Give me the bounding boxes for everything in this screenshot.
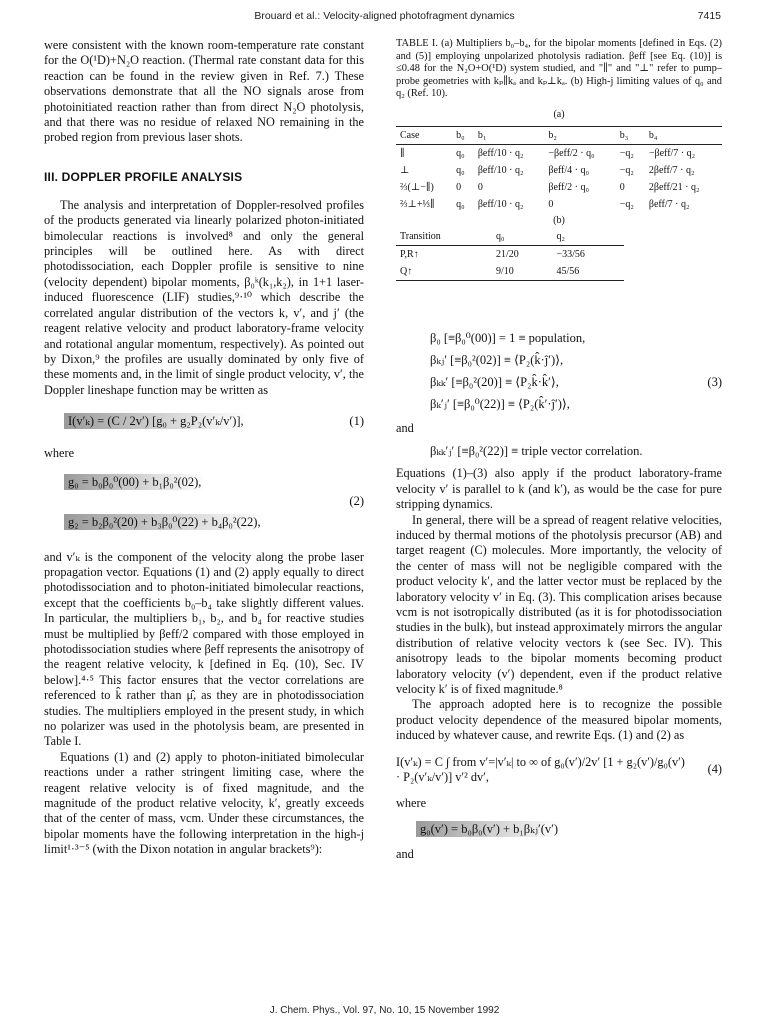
table-cell: 2βeff/21 · q₂ [648,181,700,193]
paragraph-3: and v′ₖ is the component of the velocity along the probe laser propagation vector. Equations (1) and (2) apply equally to direct photodissociation and to photon-initiated bimolecular reactions, except that the coefficients b₀–b₄ take slightly different values. In particular, the multipliers b₁, b₂, and b₄ for reactive studies must be multiplied by βeff/2 compared with those employed in photodissociation studies where βeff represents the anisotropy of the reagent relative velocity, k [defined in Eq. (10), Sec. IV below].⁴·⁵ This factor ensures that the vector correlations are referenced to k̂ rather than μ̂, as they are in photodissociation studies. The multipliers employed in the present study, in which no polarizer was used in the photolysis beam, are presented in Table I. [44,549,364,749]
equation-1 [44,404,364,438]
table-cell: P,R↑ [400,248,419,260]
table-cell: 21/20 [495,248,519,260]
equation-4 [396,744,722,796]
table-cell: 0 [619,181,625,193]
table-cell: −βeff/2 · q₀ [548,147,595,159]
table-cell: βeff/4 · q₀ [548,164,589,176]
section-heading: III. DOPPLER PROFILE ANALYSIS [44,169,243,184]
table-cell: −βeff/7 · q₂ [648,147,696,159]
table-cell: −33/56 [556,248,585,260]
equation-5a-text: g₀(v′) = b₀β₀(v′) + b₁βₖⱼ′(v′) [416,821,562,837]
equation-1-number: (1) [349,413,364,428]
paragraph-1: were consistent with the known room-temperature rate constant for the O(¹D)+N₂O reaction. (Thermal rate constant data for this reaction can be found in the review given in Ref. 7.) These observations demonstrate that all the NO signals arose from photoinitiated reaction rather than from direct N₂O photolysis, and that there was no residue of relaxed NO remaining in the probed region from previous laser shots. [44,38,364,145]
equation-3-line: βₖ′ⱼ′ [≡β₀⁰(22)] ≡ ⟨P₂(k̂′·ĵ′)⟩, [430,396,570,411]
table-cell: 45/56 [553,263,625,281]
equation-3-line: βₖⱼ′ [≡β₀²(02)] ≡ ⟨P₂(k̂·ĵ′)⟩, [430,352,564,367]
table-header-row [396,126,722,144]
table-header-cell: Case [396,126,452,144]
table-cell: 2βeff/7 · q₂ [648,164,695,176]
equation-3-line: βₖₖ′ [≡β₀²(20)] ≡ ⟨P₂k̂·k̂′⟩, [430,374,559,389]
table-row [396,162,722,179]
table-header-cell: b₃ [616,126,645,144]
equation-5a [396,821,722,837]
table-cell: q₀ [456,147,465,159]
table-cell: 0 [548,198,554,210]
table-row [396,263,624,281]
table-cell: −q₂ [619,147,634,159]
table-cell: βeff/2 · q₀ [548,181,589,193]
running-head: Brouard et al.: Velocity-aligned photofragment dynamics [254,10,515,22]
table-1b [396,228,624,281]
table-caption: TABLE I. (a) Multipliers b₀–b₄, for the bipolar moments [defined in Eqs. (2) and (5)] employing unpolarized photolysis radiation. βeff [see Eq. (10)] is ≤0.48 for the N₂O+O(¹D) system studied, and "∥" and "⊥" refer to pump–probe geometries with kₚ∥kₐ and kₚ⊥kₐ. (b) High-j limiting values of q₀ and q₂ (Ref. 10). [396,38,722,100]
paragraph-4: Equations (1) and (2) apply to photon-initiated bimolecular reactions under a rather stringent limiting case, where the reagent relative velocity is of fixed magnitude, and the magnitude of the product relative velocity, k′, greatly exceeds that of the center of mass, vcm. Under these circumstances, the bipolar moments have the following interpretation in the high-j limit¹·³⁻⁵ (with the Dixon notation in angular brackets⁹): [44,749,364,857]
table-cell: ⅔(⊥−∥) [400,181,434,193]
table-cell: ⊥ [400,164,410,176]
equation-4-number: (4) [707,762,722,777]
paragraph-5: Equations (1)–(3) also apply if the product laboratory-frame velocity v′ is parallel to k (and k′), as would be the case for pure stripping dynamics. [396,466,722,512]
table-cell: βeff/10 · q₂ [477,164,524,176]
where-label-2: where [396,795,427,810]
page-number: 7415 [697,10,721,22]
equation-2-number: (2) [349,493,364,508]
table-header-cell: Transition [396,228,492,246]
table-cell: Q↑ [396,263,492,281]
equation-4-text: I(v′ₖ) = C ∫ from v′=|v′ₖ| to ∞ of g₀(v′)/2v′ [1 + g₂(v′)/g₀(v′) · P₂(v′ₖ/v′)] v′² dv′, [396,754,685,784]
paragraph-2: The analysis and interpretation of Doppler-resolved profiles of the products generated via linearly polarized photon-initiated bimolecular reactions is involved⁸ and only the general principles will be outlined here. As with direct photodissociation, each Doppler profile is sensitive to nine (velocity dependent) bipolar moments, β₀ᵏ(k₁,k₂), in 1+1 laser-induced fluorescence (LIF) studies,⁹·¹⁰ which describe the correlated angular distribution of the vectors k, v′, and j′ (the reagent relative velocity and product laboratory-frame velocity and rotational angular momentum, respectively). As pointed out by Dixon,⁹ the profiles are usually dominated by only five of these moments and, in the limit of single product velocity, v′, the Doppler lineshape function may be written as [44,197,364,397]
table-row [396,196,722,213]
and-label-2: and [396,847,414,862]
table-header-cell: b₀ [452,126,474,144]
table-header-cell: b₁ [474,126,545,144]
table-cell: q₀ [456,198,465,210]
equation-2a: g₀ = b₀β₀⁰(00) + b₁β₀²(02), [64,474,205,490]
table-cell: ∥ [400,147,405,159]
equation-3-last: βₖₖ′ⱼ′ [≡β₀²(22)] ≡ triple vector correlation. [430,444,643,459]
table-cell: −q₂ [619,164,634,176]
table-cell: βeff/10 · q₂ [477,198,524,210]
table-cell: q₀ [456,164,465,176]
table-header-cell: q₀ [492,228,553,246]
paragraph-6: In general, there will be a spread of reagent relative velocities, induced by thermal motions of the photolysis precursor (AB) and target reagent (C) molecules. More importantly, the velocity of the center of mass will not be negligible compared with the product velocity k′, and the latter vector must be replaced by the laboratory velocity v′ in Eq. (3). This complication arises because vcm is not isotropically distributed (as it is for photodissociation studies in the bulk), but instead approximately mirrors the angular distribution of relative velocity vectors k (see Sec. IV). This anisotropy leads to the bipolar moments becoming product laboratory velocity (v′) dependent, even if the product relative velocity k′ is of fixed magnitude.⁸ [396,512,722,697]
equation-3-number: (3) [707,374,722,389]
table-1 [396,126,722,213]
table-cell: −q₂ [619,198,634,210]
table-header-cell: b₄ [645,126,722,144]
table-header-cell: q₂ [553,228,625,246]
table-row [396,144,722,162]
page-header [48,8,721,26]
right-column [396,38,722,863]
where-label: where [44,446,75,461]
table-cell: βeff/7 · q₂ [648,198,690,210]
equation-1-text: I(v′ₖ) = (C / 2v′) [g₀ + g₂P₂(v′ₖ/v′)], [64,413,248,429]
left-column [44,38,364,858]
page-footer: J. Chem. Phys., Vol. 97, No. 10, 15 November 1992 [269,1005,500,1016]
equation-2 [44,470,364,540]
table-cell: βeff/10 · q₂ [477,147,524,159]
table-cell: ⅔⊥+⅓∥ [400,198,435,210]
table-cell: 0 [477,181,483,193]
equation-3 [396,327,722,415]
table-part-b-label: (b) [553,214,565,226]
table-cell: 9/10 [492,263,553,281]
equation-2b: g₂ = b₂β₀²(20) + b₃β₀⁰(22) + b₄β₀²(22), [64,514,265,530]
paragraph-7: The approach adopted here is to recognize the possible product velocity dependence of the measured bipolar moments, induced by whatever cause, and rewrite Eqs. (1) and (2) as [396,697,722,743]
equation-3-line: β₀ [≡β₀⁰(00)] = 1 ≡ population, [430,330,586,345]
table-part-a-label: (a) [553,108,565,120]
table-cell: 0 [456,181,462,193]
table-row [396,179,722,196]
table-row [396,245,624,263]
table-header-row [396,228,624,246]
table-header-cell: b₂ [544,126,615,144]
and-label: and [396,420,414,435]
